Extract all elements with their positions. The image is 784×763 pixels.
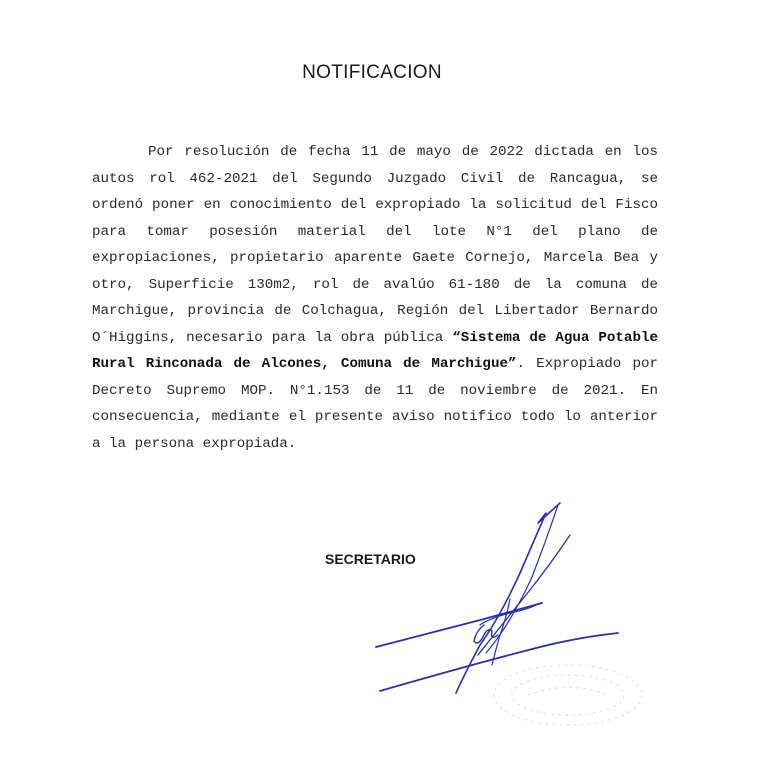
- body-text-part-2: . Expropiado por Decreto Supremo MOP. N°1.153 de 11 de noviembre de 2021. En consecuencia, mediante el presente aviso notifico todo lo anterior a la persona expropiada.: [92, 356, 658, 452]
- signatory-label: SECRETARIO: [325, 551, 416, 567]
- document-title: NOTIFICACION: [302, 62, 442, 83]
- project-name: “Sistema de Agua Potable Rural Rinconada de Alcones, Comuna de Marchigue”: [92, 329, 658, 372]
- faded-stamp: [488, 660, 648, 730]
- body-text-part-1: Por resolución de fecha 11 de mayo de 2022 dictada en los autos rol 462-2021 del Segundo Juzgado Civil de Rancagua, se ordenó poner en conocimiento del expropiado la solicitud del Fisco para tomar posesión material del lote N°1 del plano de expropiaciones, propietario aparente Gaete Cornejo, Marcela Bea y otro, Superficie 130m2, rol de avalúo 61-180 de la comuna de Marchigue, provincia de Colchagua, Región del Libertador Bernardo O´Higgins, necesario para la obra pública: [92, 144, 658, 346]
- notification-body: [92, 139, 658, 457]
